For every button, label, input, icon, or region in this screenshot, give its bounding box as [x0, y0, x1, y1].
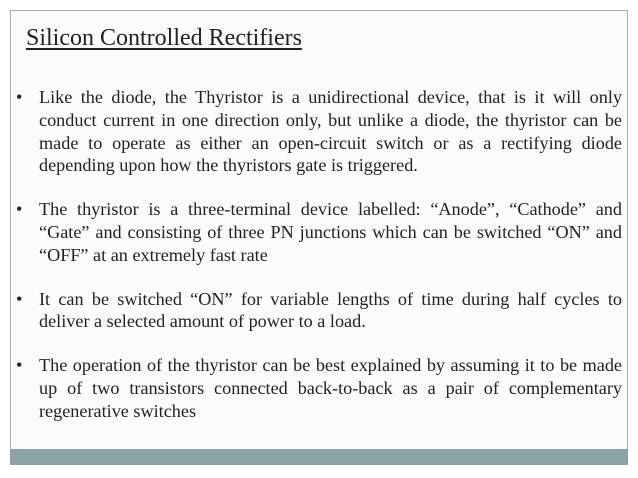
bullet-item — [16, 354, 622, 422]
bullet-list — [16, 86, 622, 444]
bullet-item — [16, 288, 622, 334]
bullet-dot-icon: • — [16, 355, 23, 376]
bullet-text: The thyristor is a three-terminal device labelled: “Anode”, “Cathode” and “Gate” and consisting of three PN junctions which can be switched “ON” and “OFF” at an extremely fast rate — [39, 199, 622, 265]
bullet-text: The operation of the thyristor can be best explained by assuming it to be made up of two transistors connected back-to-back as a pair of complementary regenerative switches — [39, 355, 622, 421]
bullet-item — [16, 86, 622, 177]
slide-title: Silicon Controlled Rectifiers — [26, 25, 302, 51]
bullet-item — [16, 198, 622, 266]
bullet-text: Like the diode, the Thyristor is a unidirectional device, that is it will only conduct current in one direction only, but unlike a diode, the thyristor can be made to operate as either an open-circuit switch or as a rectifying diode depending upon how the thyristors gate is triggered. — [39, 87, 622, 176]
bullet-dot-icon: • — [16, 199, 23, 220]
bullet-dot-icon: • — [16, 87, 23, 107]
bullet-text: It can be switched “ON” for variable lengths of time during half cycles to deliver a selected amount of power to a load. — [39, 288, 622, 332]
bullet-dot-icon: • — [16, 288, 23, 309]
bottom-accent-band — [10, 449, 628, 465]
